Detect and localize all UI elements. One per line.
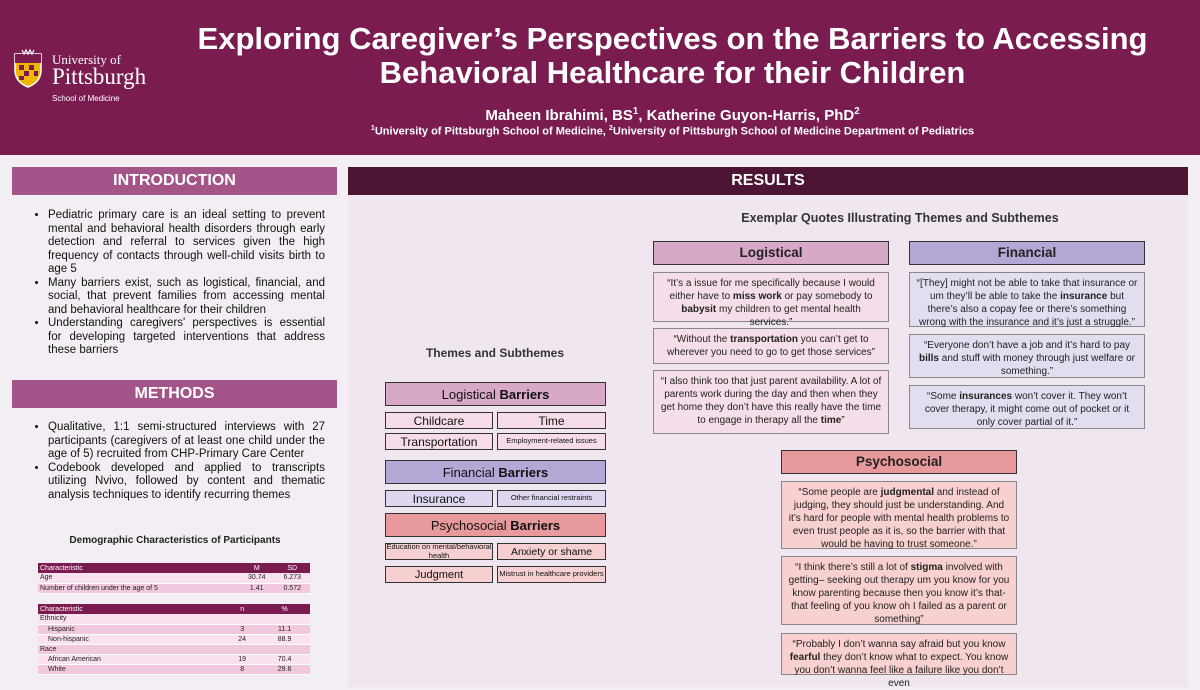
quote-keyword: bills <box>918 353 939 364</box>
table-header: n <box>225 604 259 614</box>
quote-text: but there’s also a copay fee or there’s something wrong with the insurance and it’s just a struggle.” <box>918 291 1136 328</box>
quote-text: “Some <box>927 391 960 402</box>
subtheme-time: Time <box>497 412 606 429</box>
table-header: SD <box>274 563 310 573</box>
theme-psychosocial-barriers <box>385 513 606 537</box>
table-cell <box>259 614 310 624</box>
table-cell: 24 <box>225 634 259 644</box>
quote-text: “Some people are <box>798 487 881 498</box>
subtheme-insurance: Insurance <box>385 490 493 507</box>
quote-keyword: miss work <box>732 291 782 302</box>
table-cell <box>259 644 310 654</box>
table-row <box>38 614 310 624</box>
author2-sup: 2 <box>854 106 860 117</box>
author1-sup: 1 <box>632 106 639 117</box>
table-cell <box>225 644 259 654</box>
theme-label: Logistical <box>441 386 500 402</box>
table-cell: 3 <box>225 624 259 634</box>
quote-psychosocial-1 <box>781 481 1017 549</box>
quote-financial-2 <box>909 334 1145 378</box>
poster-title <box>170 22 1175 90</box>
theme-label-bold: Barriers <box>510 517 561 533</box>
title-line2: Behavioral Healthcare for their Children <box>379 55 966 90</box>
methods-heading: METHODS <box>12 380 337 408</box>
quote-keyword: time <box>820 415 842 426</box>
affil1: University of Pittsburgh School of Medicine, <box>374 125 609 138</box>
quotes-psychosocial-heading: Psychosocial <box>781 450 1017 474</box>
quote-text: won’t cover it. They won’t cover therapy, it might come out of pocket or it only cover partial of it.” <box>924 391 1130 428</box>
subtheme-anxiety-shame: Anxiety or shame <box>497 543 606 560</box>
quote-text: they don’t know what to expect. You know you don’t wanna feel like a failure like you don’t even <box>794 652 1009 689</box>
methods-bullets <box>30 421 325 502</box>
table-cell: White <box>38 664 225 674</box>
introduction-bullets <box>30 209 325 358</box>
quote-text: “It’s a issue for me specifically because I would either have to <box>667 278 875 302</box>
quote-keyword: transportation <box>730 334 798 345</box>
table-cell: 30.74 <box>239 573 275 583</box>
table-header: % <box>259 604 310 614</box>
author-separator: , <box>638 107 647 124</box>
quote-keyword: insurance <box>1060 291 1108 302</box>
quote-keyword: babysit <box>681 304 717 315</box>
quote-text: involved with getting– seeking out therapy um you know for you know parenting because then you know it’s that- that feeling of you know oh I failed as a parent or something” <box>788 562 1010 625</box>
subtheme-judgment: Judgment <box>385 566 493 583</box>
quote-text: “Probably I don’t wanna say afraid but you know <box>792 639 1006 650</box>
table-row <box>38 573 310 583</box>
logo-line1: University of <box>52 52 121 67</box>
table-row <box>38 644 310 654</box>
logo-line2: Pittsburgh <box>52 64 147 89</box>
quote-text: “I also think too that just parent availability. A lot of parents work during the day and then when they get home they don’t have this really have the time to engage in therapy all the <box>660 376 882 426</box>
quote-keyword: insurances <box>959 391 1013 402</box>
table-cell: Age <box>38 573 239 583</box>
intro-bullet: • Pediatric primary care is an ideal setting to prevent mental and behavioral health disorders through early detection and referral to services given the high frequency of contacts through well-child visits birth to age 5 <box>48 209 325 277</box>
subtheme-employment: Employment-related issues <box>497 433 606 450</box>
subtheme-education: Education on mental/behavioral health <box>386 542 492 560</box>
quote-logistical-2 <box>653 328 889 364</box>
quote-text: ” <box>841 415 845 426</box>
subtheme-other-financial: Other financial restraints <box>497 490 606 507</box>
table-cell: 29.6 <box>259 664 310 674</box>
introduction-heading: INTRODUCTION <box>12 167 337 195</box>
table-header: Characteristic <box>38 563 239 573</box>
quote-keyword: fearful <box>789 652 821 663</box>
table-cell: 19 <box>225 654 259 664</box>
table-cell: 1.41 <box>239 583 275 593</box>
theme-label-bold: Barriers <box>498 464 549 480</box>
quote-text: “[They] might not be able to take that insurance or um they’ll be able to take the <box>916 278 1138 302</box>
table-cell: 88.9 <box>259 634 310 644</box>
quote-text: and instead of judging, they should just be understanding. And it’s hard for people with mental health problems to even trust people as it is, so the barrier with that would be having to trust someone.” <box>788 487 1010 550</box>
quote-text: “Everyone don’t have a job and it’s hard to pay <box>923 340 1131 351</box>
theme-label-bold: Barriers <box>499 386 550 402</box>
theme-logistical-barriers <box>385 382 606 406</box>
themes-title: Themes and Subthemes <box>425 346 565 360</box>
table-cell: Number of children under the age of 5 <box>38 583 239 593</box>
quote-psychosocial-3 <box>781 633 1017 689</box>
demographics-table-continuous <box>38 563 310 594</box>
author1: Maheen Ibrahimi, BS <box>485 107 633 124</box>
quote-logistical-3 <box>653 370 889 434</box>
intro-bullet: • Understanding caregivers' perspectives is essential for developing targeted interventions that address these barriers <box>48 317 325 358</box>
affil2-sup: 2 <box>608 124 613 132</box>
title-line1: Exploring Caregiver’s Perspectives on the Barriers to Accessing <box>197 21 1148 56</box>
table-header: M <box>239 563 275 573</box>
table-cell: 6.273 <box>274 573 310 583</box>
methods-bullet: • Codebook developed and applied to transcripts utilizing Nvivo, followed by content and thematic analysis techniques to identify recurring themes <box>48 462 325 503</box>
affil1-sup: 1 <box>370 124 375 132</box>
affiliations <box>170 124 1175 138</box>
exemplar-quotes-title: Exemplar Quotes Illustrating Themes and Subthemes <box>741 211 1059 225</box>
theme-label: Psychosocial <box>430 517 511 533</box>
table-cell: African American <box>38 654 225 664</box>
table-cell <box>225 614 259 624</box>
table-cell: 70.4 <box>259 654 310 664</box>
quote-psychosocial-2 <box>781 556 1017 625</box>
table-cell: Hispanic <box>38 624 225 634</box>
table-row <box>38 634 310 644</box>
quote-keyword: judgmental <box>880 487 934 498</box>
quote-text: or pay somebody to <box>781 291 873 302</box>
shield-icon <box>12 50 44 88</box>
quote-text: “Without the <box>673 334 731 345</box>
quote-text: you can’t get to wherever you need to go to get those services” <box>667 334 875 358</box>
table-cell: 0.572 <box>274 583 310 593</box>
author2: Katherine Guyon-Harris, PhD <box>646 107 855 124</box>
quote-financial-1 <box>909 272 1145 327</box>
authors <box>170 106 1175 124</box>
table-cell: Ethnicity <box>38 614 225 624</box>
intro-bullet: • Many barriers exist, such as logistical, financial, and social, that prevent families from accessing mental and behavioral healthcare for their children <box>48 277 325 318</box>
methods-bullet: • Qualitative, 1:1 semi-structured interviews with 27 participants (caregivers of at least one child under the age of 5) recruited from CHP-Primary Care Center <box>48 421 325 462</box>
table-cell: 11.1 <box>259 624 310 634</box>
quote-text: “I think there’s still a lot of <box>795 562 911 573</box>
table-cell: Non-hispanic <box>38 634 225 644</box>
table-cell: 8 <box>225 664 259 674</box>
table-cell: Race <box>38 644 225 654</box>
theme-financial-barriers <box>385 460 606 484</box>
university-logo <box>12 50 147 105</box>
poster-header <box>0 0 1200 155</box>
table-row <box>38 664 310 674</box>
quotes-financial-heading: Financial <box>909 241 1145 265</box>
demographics-title: Demographic Characteristics of Participants <box>69 535 281 546</box>
subtheme-childcare: Childcare <box>385 412 493 429</box>
table-row <box>38 583 310 593</box>
table-row <box>38 654 310 664</box>
affil2: University of Pittsburgh School of Medicine Department of Pediatrics <box>612 125 975 138</box>
subtheme-transportation: Transportation <box>385 433 493 450</box>
quotes-logistical-heading: Logistical <box>653 241 889 265</box>
logo-line3: School of Medicine <box>52 94 120 103</box>
subtheme-mistrust: Mistrust in healthcare providers <box>497 566 606 583</box>
quote-text: and stuff with money through just welfare or something.” <box>938 353 1136 377</box>
quote-text: my children to get mental health services.” <box>716 304 861 328</box>
demographics-table-categorical <box>38 604 310 675</box>
theme-label: Financial <box>442 464 499 480</box>
table-row <box>38 624 310 634</box>
results-heading: RESULTS <box>348 167 1188 195</box>
table-header: Characteristic <box>38 604 225 614</box>
quote-logistical-1 <box>653 272 889 328</box>
quote-keyword: stigma <box>910 562 943 573</box>
quote-financial-3 <box>909 385 1145 429</box>
